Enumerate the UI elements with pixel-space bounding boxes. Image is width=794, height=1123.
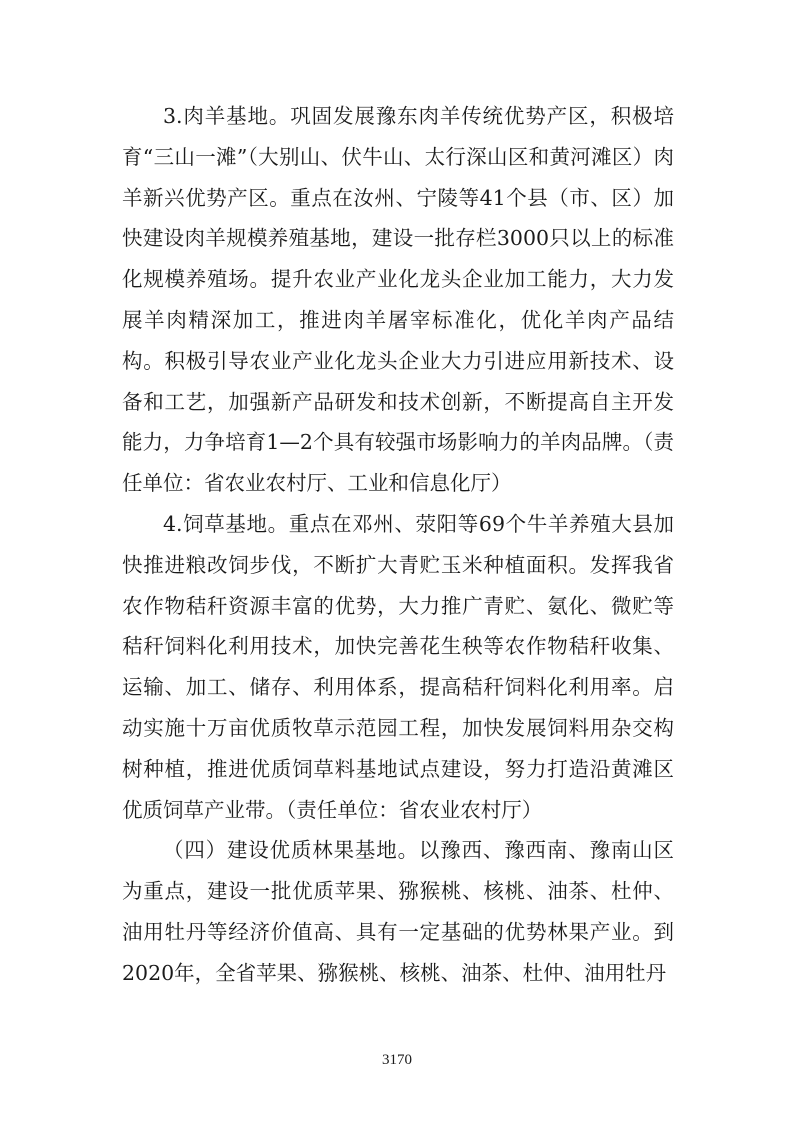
document-body [122, 96, 674, 994]
page-number: 3170 [382, 1052, 412, 1068]
paragraph-meat-sheep-base: 3.肉羊基地。巩固发展豫东肉羊传统优势产区，积极培育“三山一滩”（大别山、伏牛山、太行深山区和黄河滩区）肉羊新兴优势产区。重点在汝州、宁陵等41个县（市、区）加快建设肉羊规模养殖基地，建设一批存栏3000只以上的标准化规模养殖场。提升农业产业化龙头企业加工能力，大力发展羊肉精深加工，推进肉羊屠宰标准化，优化羊肉产品结构。积极引导农业产业化龙头企业大力引进应用新技术、设备和工艺，加强新产品研发和技术创新，不断提高自主开发能力，力争培育1—2个具有较强市场影响力的羊肉品牌。（责任单位：省农业农村厅、工业和信息化厅） [122, 104, 674, 496]
paragraph-fruit-forest-base: （四）建设优质林果基地。以豫西、豫西南、豫南山区为重点，建设一批优质苹果、猕猴桃、核桃、油茶、杜仲、油用牡丹等经济价值高、具有一定基础的优势林果产业。到2020年，全省苹果、猕猴桃、核桃、油茶、杜仲、油用牡丹 [122, 838, 674, 985]
paragraph-forage-base: 4.饲草基地。重点在邓州、荥阳等69个牛羊养殖大县加快推进粮改饲步伐，不断扩大青贮玉米种植面积。发挥我省农作物秸秆资源丰富的优势，大力推广青贮、氨化、微贮等秸秆饲料化利用技术，加快完善花生秧等农作物秸秆收集、运输、加工、储存、利用体系，提高秸秆饲料化利用率。启动实施十万亩优质牧草示范园工程，加快发展饲料用杂交构树种植，推进优质饲草料基地试点建设，努力打造沿黄滩区优质饲草产业带。（责任单位：省农业农村厅） [122, 511, 674, 822]
